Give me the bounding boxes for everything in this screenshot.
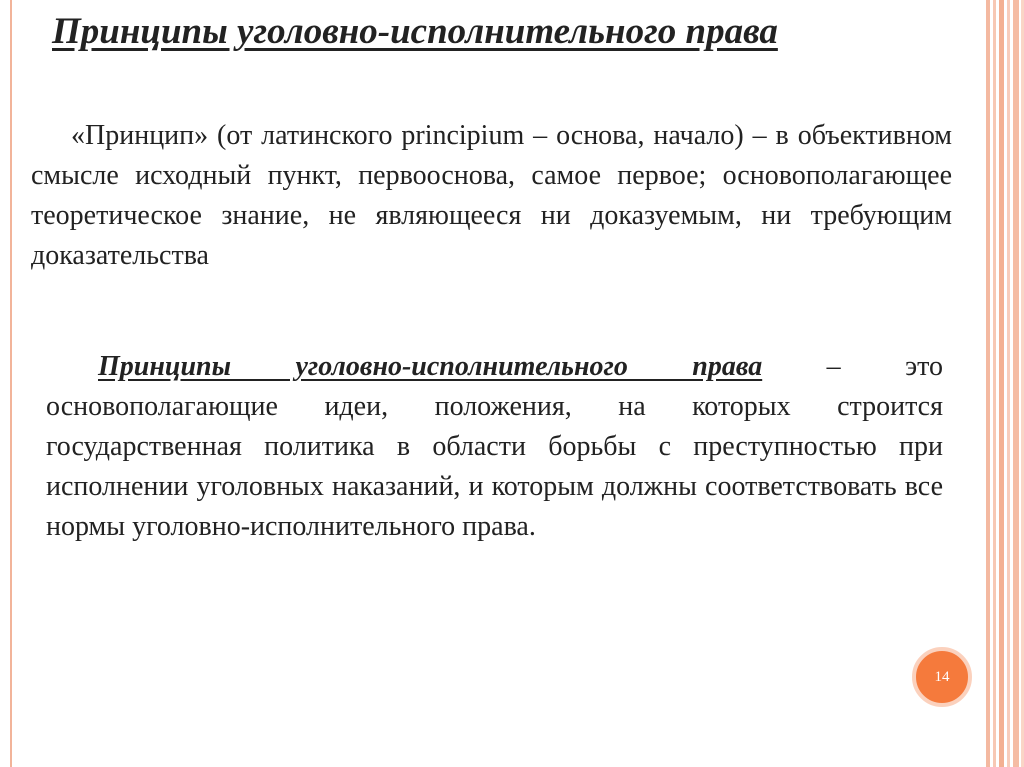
page-number: 14 — [934, 668, 950, 685]
decorative-stripe — [986, 0, 990, 767]
principles-text: – это основополагающие идеи, положения, на которых строится государственная политика в области борьбы с преступностью при исполнении уголовных наказаний, и которым должны соответствовать все нормы уголовно-исполнительного права. — [46, 351, 943, 542]
principles-term: Принципы уголовно-исполнительного права — [98, 351, 763, 382]
decorative-stripe — [1007, 0, 1010, 767]
decorative-stripe — [999, 0, 1004, 767]
slide-title: Принципы уголовно-исполнительного права — [52, 11, 778, 52]
principles-paragraph — [46, 347, 943, 547]
decorative-stripe — [1013, 0, 1019, 767]
definition-paragraph: «Принцип» (от латинского principium – основа, начало) – в объективном смысле исходный пункт, первооснова, самое первое; основополагающее теоретическое знание, не являющееся ни доказуемым, ни требующим доказательства — [31, 120, 952, 271]
page-number-badge — [912, 647, 972, 707]
decorative-stripe — [993, 0, 996, 767]
frame-left-line — [10, 0, 12, 767]
